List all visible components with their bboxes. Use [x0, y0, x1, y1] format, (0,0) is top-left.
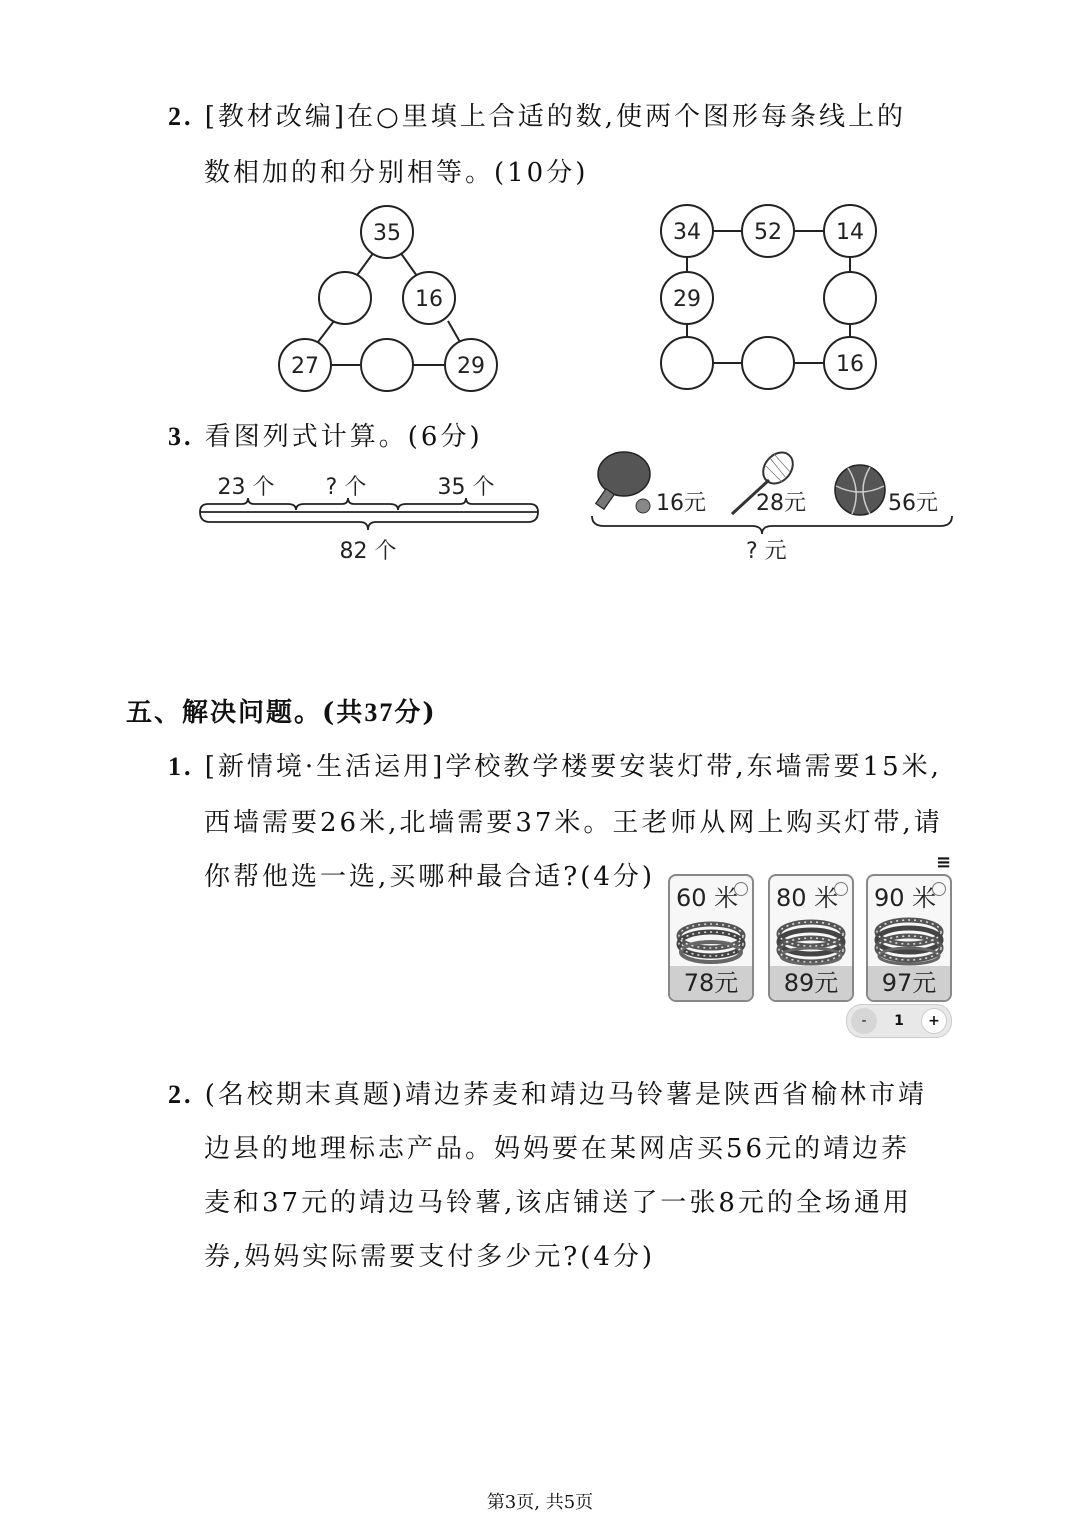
led-strip-reel-icon	[676, 906, 746, 966]
led-strip-reel-icon	[776, 906, 846, 966]
registered-icon	[932, 882, 946, 896]
p1-number: 1.	[168, 752, 194, 781]
section5-score: 37	[364, 698, 395, 727]
tri-value-right-mid: 16	[415, 287, 443, 312]
tri-line-2	[400, 252, 417, 276]
product-price: 97元	[868, 966, 950, 1000]
sq-circle-bottom-mid	[742, 337, 794, 389]
p1-line1: [新情境·生活运用]学校教学楼要安装灯带,东墙需要15米,	[204, 752, 942, 782]
p2-line2: 边县的地理标志产品。妈妈要在某网店买56元的靖边荞	[204, 1134, 911, 1164]
sq-value-top-right: 14	[836, 220, 864, 245]
p2-line1: (名校期末真题)靖边荞麦和靖边马铃薯是陕西省榆林市靖	[204, 1080, 928, 1110]
sq-value-left-mid: 29	[673, 287, 701, 312]
tri-circle-left-mid	[319, 272, 371, 324]
basketball-icon	[835, 465, 885, 515]
q3-item3-price: 56元	[888, 491, 938, 516]
product-card-90[interactable]	[866, 874, 952, 1002]
sq-circle-bottom-left	[661, 337, 713, 389]
p2-line1-row	[168, 1074, 927, 1111]
product-length: 60 米	[676, 884, 739, 912]
quantity-value: 1	[894, 1013, 904, 1029]
q3-item2-price: 28元	[756, 491, 806, 516]
section5-heading	[126, 692, 437, 729]
section5-title: 五、解决问题。(共	[126, 698, 365, 728]
q3-part1-label: 23 个	[217, 475, 275, 500]
tri-value-bottom-left: 27	[291, 354, 319, 379]
q3-number: 3.	[168, 422, 194, 451]
q2-text-line1: [教材改编]在○里填上合适的数,使两个图形每条线上的	[204, 102, 907, 132]
menu-icon[interactable]: ≡	[936, 852, 952, 873]
q2-line1	[168, 96, 906, 133]
registered-icon	[834, 882, 848, 896]
p2-number: 2.	[168, 1080, 194, 1109]
tri-line-4	[448, 321, 460, 342]
q3-sports-diagram	[586, 446, 956, 576]
sq-value-bottom-right: 16	[836, 352, 864, 377]
led-strip-reel-icon	[874, 906, 944, 966]
product-price: 78元	[670, 966, 752, 1000]
q3-title-line	[168, 416, 483, 453]
page-footer: 第3页, 共5页	[486, 1492, 594, 1513]
q3-item1-price: 16元	[656, 491, 706, 516]
q3-total-label: 82 个	[339, 539, 397, 564]
tri-line-3	[318, 321, 334, 342]
product-card-80[interactable]	[768, 874, 854, 1002]
p1-line1-row	[168, 746, 942, 783]
product-card-60[interactable]	[668, 874, 754, 1002]
p2-line3: 麦和37元的靖边马铃薯,该店铺送了一张8元的全场通用	[204, 1188, 912, 1218]
p1-line3: 你帮他选一选,买哪种最合适?(4分)	[204, 862, 656, 892]
q3-title: 看图列式计算。(6分)	[204, 422, 483, 452]
quantity-stepper[interactable]	[846, 1004, 952, 1038]
product-length: 80 米	[776, 884, 839, 912]
q3-brace-diagram	[196, 466, 546, 566]
q2-line2: 数相加的和分别相等。(10分)	[204, 158, 589, 188]
tri-value-bottom-right: 29	[457, 354, 485, 379]
product-price: 89元	[770, 966, 852, 1000]
increment-button[interactable]: +	[921, 1008, 947, 1034]
ping-pong-paddle-icon	[596, 452, 650, 513]
decrement-button[interactable]: -	[851, 1008, 877, 1034]
p2-line4: 券,妈妈实际需要支付多少元?(4分)	[204, 1242, 656, 1272]
q3-right-total: ? 元	[746, 539, 787, 564]
p1-line2: 西墙需要26米,北墙需要37米。王老师从网上购买灯带,请	[204, 808, 943, 838]
q3-part2-label: ? 个	[325, 475, 367, 500]
sq-circle-right-mid	[824, 272, 876, 324]
tri-line-1	[355, 252, 374, 278]
section5-title-end: 分)	[394, 698, 437, 728]
square-figure	[652, 196, 892, 402]
tri-circle-bottom-mid	[361, 339, 413, 391]
sq-value-top-left: 34	[673, 220, 701, 245]
product-length: 90 米	[874, 884, 937, 912]
triangle-figure	[270, 196, 510, 402]
sq-value-top-mid: 52	[754, 220, 782, 245]
registered-icon	[734, 882, 748, 896]
q3-part3-label: 35 个	[437, 475, 495, 500]
tri-value-top: 35	[373, 221, 401, 246]
q2-number: 2.	[168, 102, 194, 131]
